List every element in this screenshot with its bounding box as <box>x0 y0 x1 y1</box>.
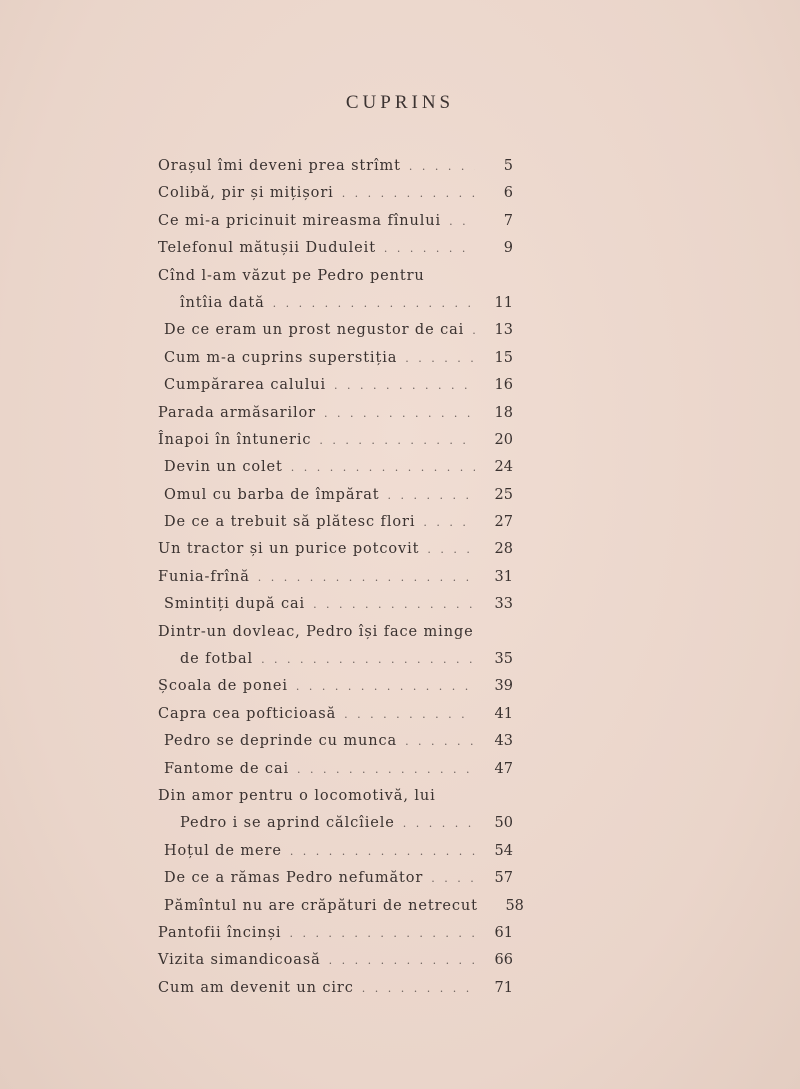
toc-line <box>158 295 513 322</box>
dot-leader <box>387 489 475 502</box>
dot-leader <box>362 982 475 995</box>
toc-line <box>158 322 513 349</box>
toc-page-number: 31 <box>494 568 513 585</box>
page-title: CUPRINS <box>345 92 455 113</box>
toc-entry-title: Parada armăsarilor <box>158 404 316 421</box>
toc-entry <box>158 569 513 596</box>
toc-entry <box>158 925 513 952</box>
toc-entry <box>158 952 513 979</box>
dot-leader <box>273 297 475 310</box>
toc-page-number: 6 <box>503 185 513 202</box>
toc-page-number: 7 <box>503 212 513 229</box>
toc-entry <box>158 706 513 733</box>
toc-line <box>158 870 513 897</box>
toc-entry <box>158 870 513 897</box>
toc-entry <box>158 432 513 459</box>
toc-line <box>158 952 513 979</box>
toc-entry <box>158 185 513 212</box>
toc-page-number: 13 <box>494 322 513 339</box>
toc-line <box>158 761 513 788</box>
toc-entry <box>158 514 513 541</box>
dot-leader <box>409 160 475 173</box>
toc-page-number: 5 <box>503 158 513 174</box>
toc-page-number: 11 <box>494 294 513 311</box>
toc-page-number: 28 <box>494 541 513 558</box>
toc-line <box>158 541 513 568</box>
toc-line <box>158 350 513 377</box>
toc-line <box>158 459 513 486</box>
dot-leader <box>403 817 475 830</box>
dot-leader <box>342 187 475 200</box>
dot-leader <box>290 845 475 858</box>
toc-entry-title: Pedro se deprinde cu munca <box>164 733 398 750</box>
toc-page-number: 18 <box>494 404 513 421</box>
toc-page-number: 16 <box>494 377 513 394</box>
toc-entry-title: De ce a rămas Pedro nefumător <box>164 870 424 887</box>
toc-line <box>158 213 513 240</box>
toc-entry <box>158 322 513 349</box>
toc-line <box>158 268 513 295</box>
dot-leader <box>291 461 475 474</box>
toc-page-number: 24 <box>494 459 513 476</box>
dot-leader <box>405 735 475 748</box>
toc-entry <box>158 596 513 623</box>
toc-line <box>158 377 513 404</box>
toc-entry <box>158 377 513 404</box>
toc-entry <box>158 897 524 925</box>
dot-leader <box>261 653 475 666</box>
dot-leader <box>289 927 475 940</box>
toc-line <box>158 678 513 705</box>
toc-page-number: 61 <box>494 924 513 941</box>
toc-entry <box>158 733 513 760</box>
toc-entry <box>158 678 513 705</box>
dot-leader <box>405 352 475 365</box>
toc-line <box>158 925 513 952</box>
toc-entry <box>158 761 513 788</box>
toc-entry-title: Pămîntul nu are crăpături de netrecut <box>164 897 478 914</box>
toc-page-number: 20 <box>494 431 513 448</box>
dot-leader <box>324 407 475 420</box>
dot-leader <box>258 571 475 584</box>
toc-line <box>158 596 513 623</box>
toc-page-number: 47 <box>494 760 513 777</box>
toc-line <box>158 733 513 760</box>
toc-line <box>158 569 513 596</box>
toc-line <box>158 651 513 678</box>
dot-leader <box>431 872 475 885</box>
toc-entry <box>158 268 513 323</box>
toc-page-number: 71 <box>494 979 513 996</box>
table-of-contents <box>158 158 524 1007</box>
toc-entry-title: Omul cu barba de împărat <box>164 486 380 503</box>
toc-line <box>158 788 513 815</box>
toc-line <box>158 487 513 514</box>
toc-entry <box>158 405 513 432</box>
toc-line <box>158 185 513 212</box>
toc-entry-title: Înapoi în întuneric <box>158 431 312 448</box>
toc-line <box>158 432 513 459</box>
toc-entry <box>158 459 513 486</box>
toc-entry-title: Ce mi-a pricinuit mireasma fînului <box>158 212 442 229</box>
toc-page-number: 9 <box>503 240 513 257</box>
toc-page-number: 15 <box>494 349 513 366</box>
toc-entry-title: Devin un colet <box>164 459 283 476</box>
toc-entry-title: Capra cea pofticioasă <box>158 705 337 722</box>
toc-page-number: 39 <box>494 678 513 695</box>
dot-leader <box>313 598 475 611</box>
toc-page-number: 43 <box>494 733 513 750</box>
toc-line <box>158 158 513 185</box>
toc-entry <box>158 350 513 377</box>
toc-entry <box>158 158 513 185</box>
toc-entry-title: Colibă, pir și mițișori <box>158 185 334 202</box>
toc-entry-title: Cum m-a cuprins superstiția <box>164 349 398 366</box>
toc-page-number: 66 <box>494 952 513 969</box>
toc-entry <box>158 843 513 870</box>
toc-entry-title: Cumpărarea calului <box>164 377 327 394</box>
dot-leader <box>297 763 475 776</box>
toc-page-number: 58 <box>505 897 524 914</box>
toc-entry-title: De ce a trebuit să plătesc flori <box>164 514 416 531</box>
toc-entry-title: Cum am devenit un circ <box>158 979 354 996</box>
toc-page-number: 57 <box>494 870 513 887</box>
toc-entry-title: Școala de ponei <box>158 678 288 695</box>
dot-leader <box>296 680 475 693</box>
toc-entry-title: Dintr-un dovleac, Pedro își face minge <box>158 623 474 640</box>
toc-entry-title: Smintiți după cai <box>164 596 306 613</box>
dot-leader <box>334 379 475 392</box>
toc-page-number: 50 <box>494 815 513 832</box>
toc-line <box>158 897 524 925</box>
toc-page-number: 35 <box>494 651 513 668</box>
toc-line <box>158 514 513 541</box>
toc-entry <box>158 980 513 1007</box>
toc-entry-title: de fotbal <box>180 651 254 668</box>
dot-leader <box>472 324 475 337</box>
dot-leader <box>427 543 475 556</box>
toc-entry-title: Hoțul de mere <box>164 842 282 859</box>
dot-leader <box>329 954 475 967</box>
toc-entry-title: Cînd l-am văzut pe Pedro pentru <box>158 267 425 284</box>
toc-entry <box>158 487 513 514</box>
toc-entry-title: Vizita simandicoasă <box>158 952 321 969</box>
toc-entry-title: Fantome de cai <box>164 760 290 777</box>
toc-entry <box>158 541 513 568</box>
toc-entry-title: Telefonul mătușii Duduleit <box>158 240 376 257</box>
toc-entry <box>158 788 513 843</box>
toc-line <box>158 240 513 267</box>
toc-page-number: 27 <box>494 514 513 531</box>
toc-page-number: 25 <box>494 486 513 503</box>
toc-entry-title: Pedro i se aprind călcîiele <box>180 815 395 832</box>
dot-leader <box>319 434 475 447</box>
toc-entry-title: Din amor pentru o locomotivă, lui <box>158 787 436 804</box>
toc-entry <box>158 624 513 679</box>
toc-page-number: 54 <box>494 842 513 859</box>
dot-leader <box>344 708 475 721</box>
toc-entry-title: Funia-frînă <box>158 568 250 585</box>
toc-entry <box>158 240 513 267</box>
toc-entry-title: Un tractor și un purice potcovit <box>158 541 420 558</box>
toc-line <box>158 706 513 733</box>
toc-entry <box>158 213 513 240</box>
dot-leader <box>423 516 475 529</box>
toc-line <box>158 843 513 870</box>
toc-entry-title: Orașul îmi deveni prea strîmt <box>158 158 401 174</box>
toc-page-number: 41 <box>494 705 513 722</box>
toc-line <box>158 980 513 1007</box>
toc-line <box>158 624 513 651</box>
toc-page-number: 33 <box>494 596 513 613</box>
dot-leader <box>384 242 475 255</box>
toc-entry-title: întîia dată <box>180 294 265 311</box>
dot-leader <box>449 215 475 228</box>
toc-entry-title: Pantofii încinși <box>158 924 282 941</box>
toc-line <box>158 405 513 432</box>
toc-line <box>158 815 513 842</box>
toc-entry-title: De ce eram un prost negustor de cai <box>164 322 465 339</box>
